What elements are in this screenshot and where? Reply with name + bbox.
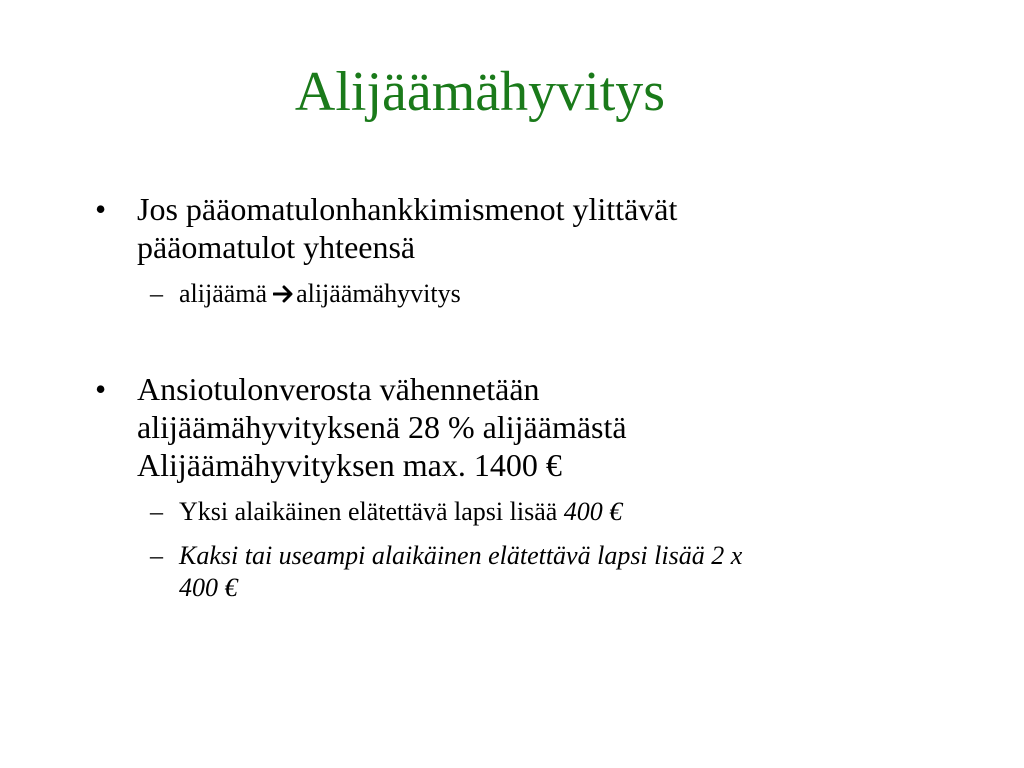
bullet-marker: •	[95, 191, 107, 227]
sub-bullet-item	[95, 496, 955, 528]
slide-title: Alijäämähyvitys	[294, 61, 666, 123]
arrow-right-icon	[273, 280, 295, 312]
sub-bullet-text: alijäämähyvitys	[296, 279, 461, 308]
sub-bullet-item	[95, 278, 955, 312]
bullet-item	[95, 190, 955, 266]
dash-marker: –	[150, 541, 163, 570]
sub-bullet-amount: 400 €	[563, 497, 623, 526]
bullet-text-line: pääomatulot yhteensä	[137, 229, 416, 265]
bullet-marker: •	[95, 371, 107, 407]
dash-marker: –	[150, 497, 163, 526]
sub-bullet-text: 400 €	[179, 573, 238, 602]
slide-body	[95, 190, 955, 604]
sub-bullet-item	[95, 540, 955, 604]
bullet-text-line: alijäämähyvityksenä 28 % alijäämästä	[137, 409, 627, 445]
sub-bullet-text: Yksi alaikäinen elätettävä lapsi lisää	[179, 497, 564, 526]
bullet-text-line: Jos pääomatulonhankkimismenot ylittävät	[137, 191, 678, 227]
sub-bullet-text: Kaksi tai useampi alaikäinen elätettävä lapsi lisää 2 x	[179, 541, 743, 570]
dash-marker: –	[150, 279, 163, 308]
bullet-text-line: Ansiotulonverosta vähennetään	[137, 371, 540, 407]
bullet-text-line: Alijäämähyvityksen max. 1400 €	[137, 447, 562, 483]
sub-bullet-text: alijäämä	[179, 279, 268, 308]
bullet-item	[95, 370, 955, 484]
